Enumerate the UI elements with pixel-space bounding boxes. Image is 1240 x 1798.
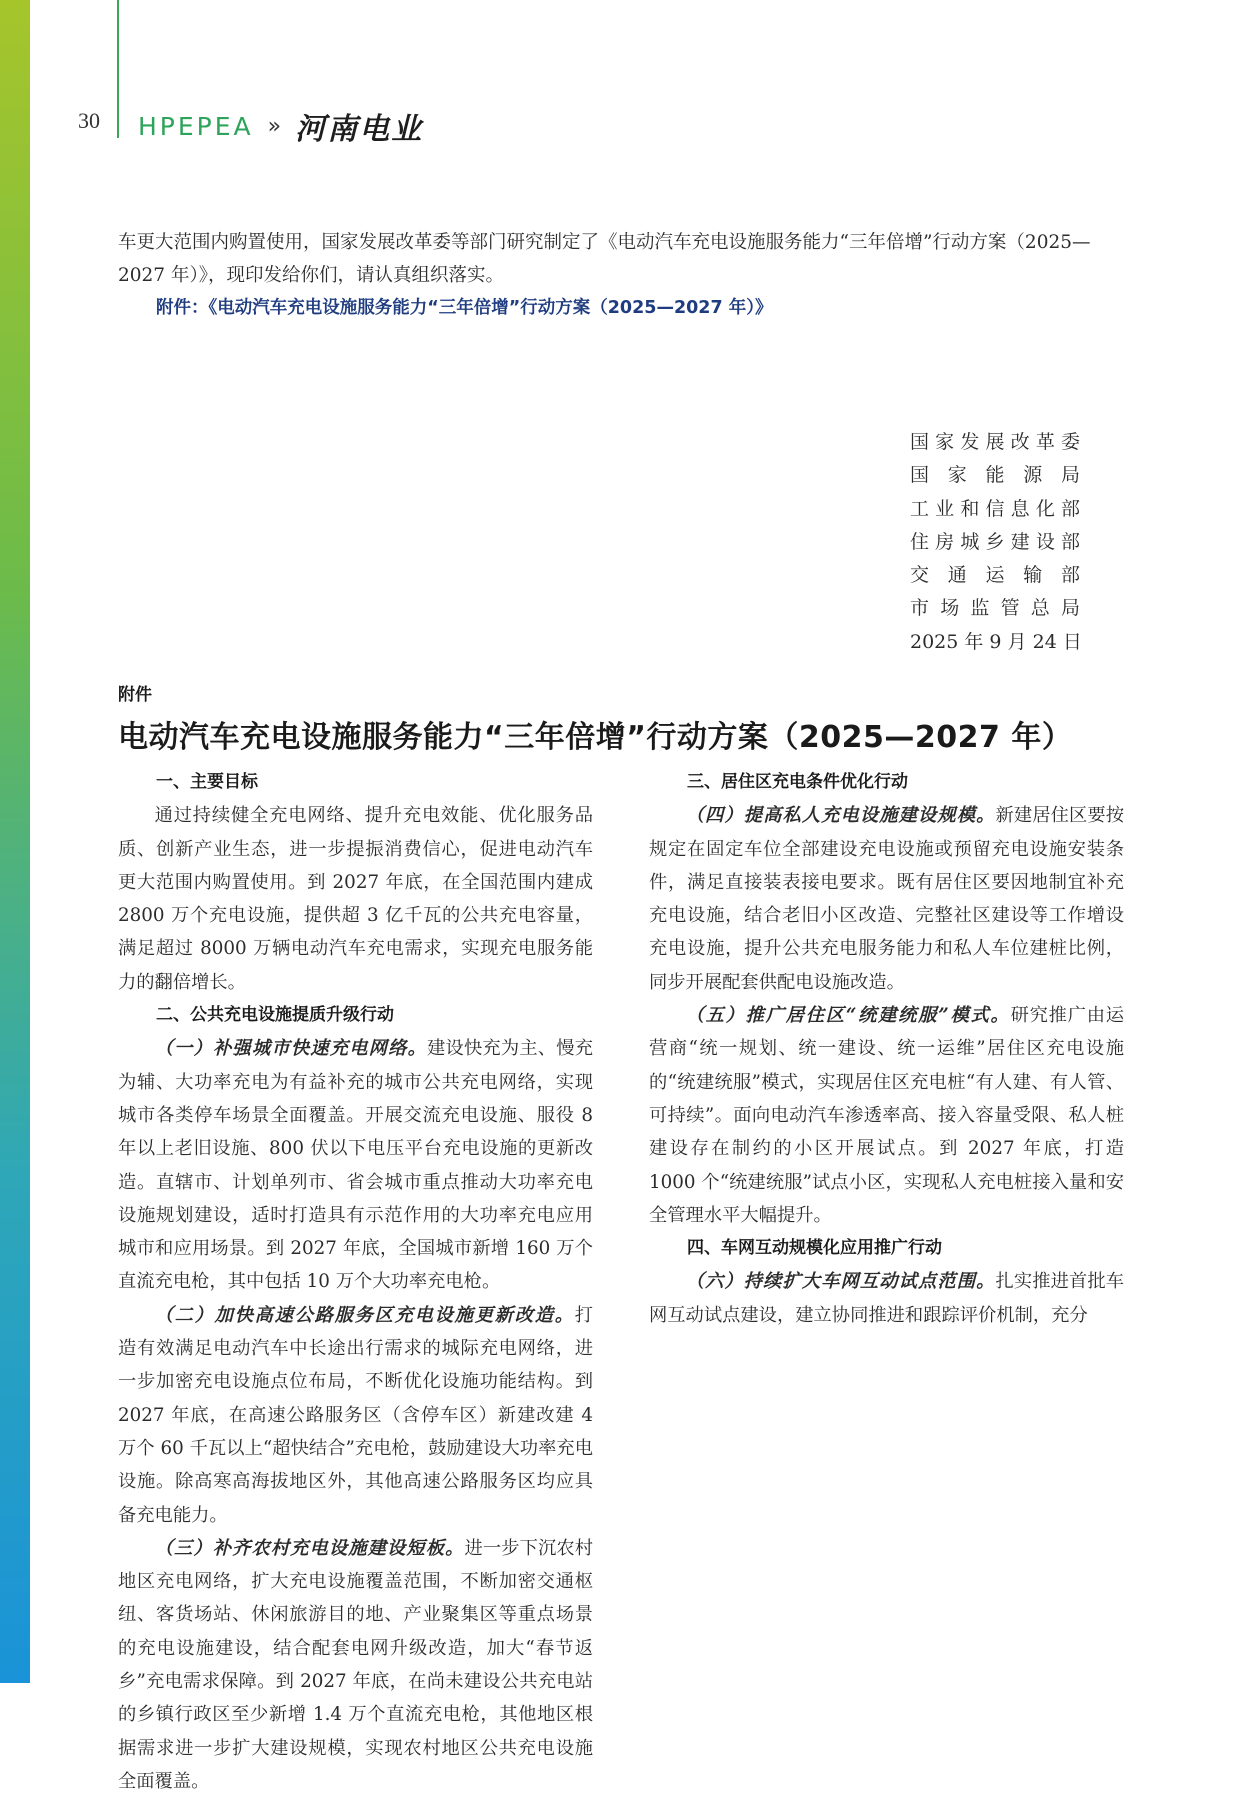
page-number: 30 bbox=[78, 108, 100, 133]
paragraph-text: 新建居住区要按规定在固定车位全部建设充电设施或预留充电设施安装条件，满足直接装表接电要求。既有居住区要因地制宜补充充电设施，结合老旧小区改造、完整社区建设等工作增设充电设施，提升公共充电服务能力和私人车位建桩比例，同步开展配套供配电设施改造。 bbox=[649, 805, 1125, 993]
subsection-title: （三）补齐农村充电设施建设短板。 bbox=[154, 1537, 465, 1559]
body-paragraph bbox=[649, 999, 1124, 1232]
body-paragraph bbox=[649, 799, 1124, 999]
signature-org: 市场监管总局 bbox=[910, 597, 1080, 620]
section-heading: 三、居住区充电条件优化行动 bbox=[687, 772, 908, 792]
document-title: 电动汽车充电设施服务能力“三年倍增”行动方案（2025—2027 年） bbox=[118, 720, 1073, 755]
subsection-title: （四）提高私人充电设施建设规模。 bbox=[685, 805, 996, 827]
paragraph-text: 研究推广由运营商“统一规划、统一建设、统一运维”居住区充电设施的“统建统服”模式，实现居住区充电桩“有人建、有人管、可持续”。面向电动汽车渗透率高、接入容量受限、私人桩建设存在制约的小区开展试点。到 2027 年底，打造 1000 个“统建统服”试点小区，实现私人充电桩接入量和安全管理水平大幅提升。 bbox=[649, 1005, 1125, 1226]
subsection-title: （一）补强城市快速充电网络。 bbox=[154, 1038, 428, 1060]
logo-latin-text: HPEPEA bbox=[138, 111, 254, 141]
signature-org: 国家能源局 bbox=[910, 464, 1080, 487]
logo-chinese-text: 河南电业 bbox=[295, 112, 424, 147]
signature-date: 2025 年 9 月 24 日 bbox=[910, 630, 1082, 653]
body-paragraph bbox=[118, 1532, 593, 1798]
body-paragraph: 通过持续健全充电网络、提升充电效能、优化服务品质、创新产业生态，进一步提振消费信心，促进电动汽车更大范围内购置使用。到 2027 年底，在全国范围内建成 2800 万个充电设施，提供超 3 亿千瓦的公共充电容量，满足超过 8000 万辆电动汽车充电需求，实现充电服务能力的翻倍增长。 bbox=[118, 805, 593, 993]
body-column-left bbox=[118, 766, 593, 1798]
paragraph-text: 进一步下沉农村地区充电网络，扩大充电设施覆盖范围，不断加密交通枢纽、客货场站、休闲旅游目的地、产业聚集区等重点场景的充电设施建设，结合配套电网升级改造，加大“春节返乡”充电需求保障。到 2027 年底，在尚未建设公共充电站的乡镇行政区至少新增 1.4 万个直流充电枪，其他地区根据需求进一步扩大建设规模，实现农村地区公共充电设施全面覆盖。 bbox=[118, 1537, 594, 1792]
attachment-label: 附件 bbox=[118, 685, 152, 705]
attachment-reference: 附件：《电动汽车充电设施服务能力“三年倍增”行动方案（2025—2027 年）》 bbox=[156, 298, 773, 318]
subsection-title: （二）加快高速公路服务区充电设施更新改造。 bbox=[154, 1304, 575, 1326]
signature-org: 住房城乡建设部 bbox=[910, 530, 1080, 553]
subsection-title: （六）持续扩大车网互动试点范围。 bbox=[685, 1271, 996, 1293]
body-paragraph bbox=[649, 1265, 1124, 1332]
body-paragraph bbox=[118, 1299, 593, 1532]
paragraph-text: 扎实推进首批车网互动试点建设，建立协同推进和跟踪评价机制，充分 bbox=[649, 1271, 1125, 1326]
paragraph-text: 打造有效满足电动汽车中长途出行需求的城际充电网络，进一步加密充电设施点位布局，不断优化设施功能结构。到 2027 年底，在高速公路服务区（含停车区）新建改建 4 万个 60 千瓦以上“超快结合”充电枪，鼓励建设大功率充电设施。除高寒高海拔地区外，其他高速公路服务区均应具备充电能力。 bbox=[118, 1304, 593, 1526]
body-paragraph bbox=[118, 1032, 593, 1298]
section-heading: 二、公共充电设施提质升级行动 bbox=[156, 1005, 394, 1026]
header-divider bbox=[117, 0, 119, 138]
intro-paragraph: 车更大范围内购置使用，国家发展改革委等部门研究制定了《电动汽车充电设施服务能力“三年倍增”行动方案（2025—2027 年）》，现印发给你们，请认真组织落实。 bbox=[118, 232, 1091, 286]
side-color-bar bbox=[0, 0, 30, 1683]
signature-org: 工业和信息化部 bbox=[910, 497, 1080, 520]
subsection-title: （五）推广居住区“统建统服”模式。 bbox=[685, 1005, 1011, 1027]
body-column-right bbox=[649, 766, 1124, 1332]
signature-org: 国家发展改革委 bbox=[910, 431, 1080, 453]
signature-block bbox=[910, 426, 1080, 659]
header-logo bbox=[138, 104, 423, 148]
signature-org: 交通运输部 bbox=[910, 564, 1080, 587]
double-chevron-icon: » bbox=[267, 113, 282, 139]
paragraph-text: 建设快充为主、慢充为辅、大功率充电为有益补充的城市公共充电网络，实现城市各类停车场景全面覆盖。开展交流充电设施、服役 8 年以上老旧设施、800 伏以下电压平台充电设施的更新改造。直辖市、计划单列市、省会城市重点推动大功率充电设施规划建设，适时打造具有示范作用的大功率充电应用城市和应用场景。到 2027 年底，全国城市新增 160 万个直流充电枪，其中包括 10 万个大功率充电枪。 bbox=[118, 1038, 594, 1293]
section-heading: 一、主要目标 bbox=[156, 772, 258, 792]
section-heading: 四、车网互动规模化应用推广行动 bbox=[687, 1238, 942, 1259]
